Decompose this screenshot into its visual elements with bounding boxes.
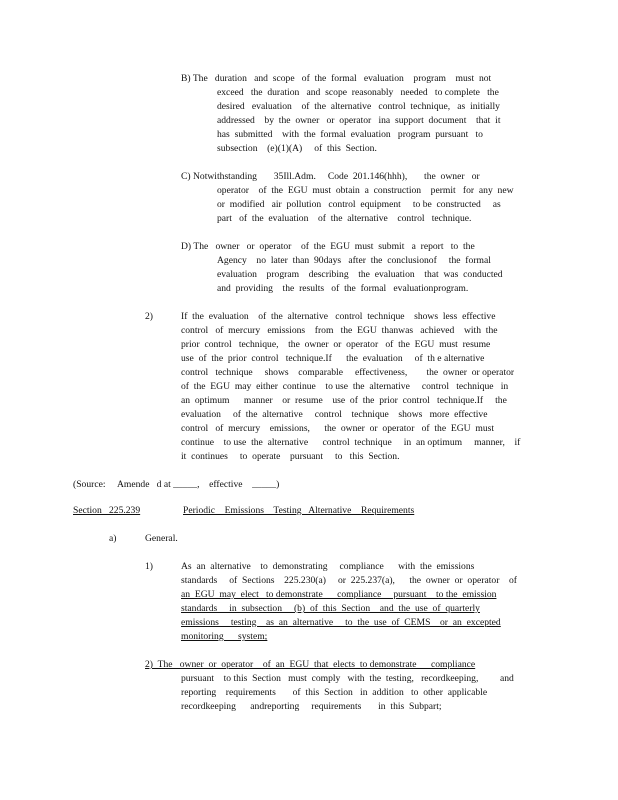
para-2-line: continue to use the alternative control technique in an optimum manner, if: [181, 437, 521, 448]
item-1-underlined-line: emissions testing as an alternative to the use of CEMS or an excepted: [181, 617, 501, 628]
para-b-line: B) The duration and scope of the formal evaluation program must not: [181, 73, 492, 84]
item-2-first-line: 2) The owner or operator of an EGU that elects to demonstrate compliance: [145, 659, 476, 670]
item-1-underlined-line: an EGU may elect to demonstrate compliance pursuant to the emission: [181, 589, 497, 600]
para-2-line: If the evaluation of the alternative control technique shows less effective: [181, 311, 496, 322]
section-number: Section 225.239: [73, 505, 141, 516]
para-b-line: has submitted with the formal evaluation program pursuant to: [217, 129, 483, 140]
para-c-line: C) Notwithstanding 35Ill.Adm. Code 201.146(hhh), the owner or: [181, 171, 480, 182]
section-title: Periodic Emissions Testing Alternative Requirements: [183, 505, 415, 516]
subsection-label: a): [109, 533, 117, 544]
item-2-line: recordkeeping andreporting requirements in this Subpart;: [181, 701, 442, 712]
item-2-line: pursuant to this Section must comply with the testing, recordkeeping, and: [181, 673, 514, 684]
para-2-line: it continues to operate pursuant to this Section.: [181, 451, 400, 462]
item-1-line: As an alternative to demonstrating compliance with the emissions: [181, 561, 475, 572]
para-d-line: Agency no later than 90days after the conclusionof the formal: [217, 255, 491, 266]
para-2-line: control of mercury emissions, the owner or operator of the EGU must: [181, 423, 495, 434]
item-2-line: reporting requirements of this Section in addition to other applicable: [181, 687, 488, 698]
para-c-line: part of the evaluation of the alternative control technique.: [217, 213, 472, 224]
item-1-underlined-line: monitoring system;: [181, 631, 268, 642]
para-d-line: evaluation program describing the evaluation that was conducted: [217, 269, 503, 280]
para-2-line: control technique shows comparable effectiveness, the owner or operator: [181, 367, 515, 378]
para-b-line: subsection (e)(1)(A) of this Section.: [217, 143, 377, 154]
para-2-line: evaluation of the alternative control technique shows more effective: [181, 409, 488, 420]
para-2-number: 2): [145, 311, 153, 322]
para-c-line: operator of the EGU must obtain a construction permit for any new: [217, 185, 514, 196]
para-2-line: an optimum manner or resume use of the prior control technique.If the: [181, 395, 507, 406]
para-d-line: D) The owner or operator of the EGU must submit a report to the: [181, 241, 475, 252]
para-2-line: prior control technique, the owner or operator of the EGU must resume: [181, 339, 491, 350]
para-d-line: and providing the results of the formal evaluationprogram.: [217, 283, 469, 294]
item-1-underlined-line: standards in subsection (b) of this Section and the use of quarterly: [181, 603, 480, 614]
para-b-line: exceed the duration and scope reasonably needed to complete the: [217, 87, 499, 98]
para-b-line: desired evaluation of the alternative control technique, as initially: [217, 101, 500, 112]
item-1-number: 1): [145, 561, 153, 572]
para-2-line: use of the prior control technique.If the evaluation of th e alternative: [181, 353, 485, 364]
para-b-line: addressed by the owner or operator ina support document that it: [217, 115, 501, 126]
source-note: (Source: Amende d at _____, effective _____): [73, 479, 280, 490]
para-2-line: control of mercury emissions from the EGU thanwas achieved with the: [181, 325, 498, 336]
subsection-title: General.: [145, 533, 178, 544]
item-1-line: standards of Sections 225.230(a) or 225.237(a), the owner or operator of: [181, 575, 517, 586]
para-c-line: or modified air pollution control equipment to be constructed as: [217, 199, 501, 210]
para-2-line: of the EGU may either continue to use the alternative control technique in: [181, 381, 509, 392]
